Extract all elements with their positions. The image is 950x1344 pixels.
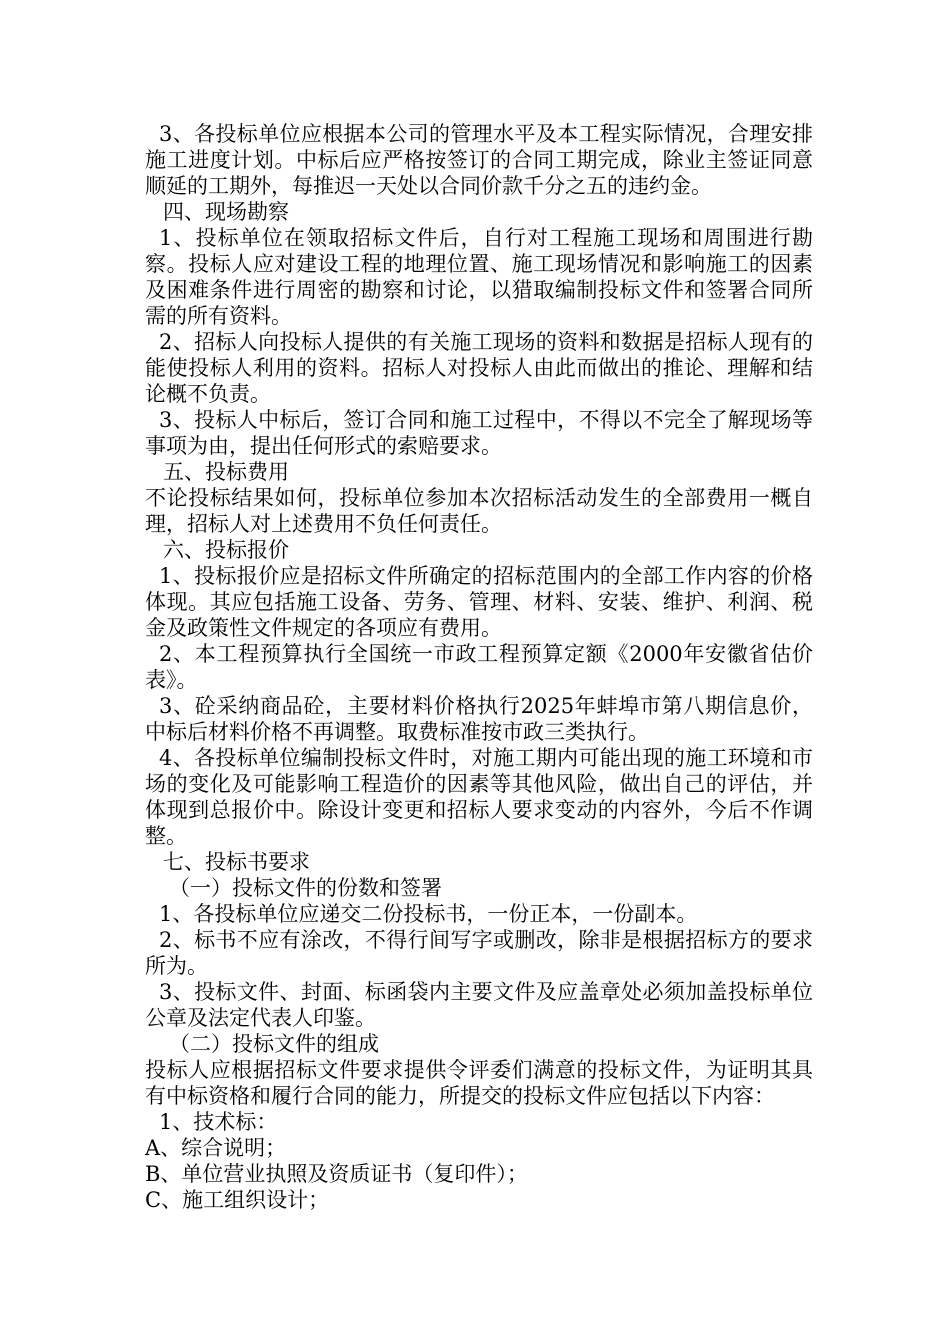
subheading-copies-signing: （一）投标文件的份数和签署 — [169, 876, 442, 900]
subheading-composition: （二）投标文件的组成 — [169, 1032, 379, 1056]
paragraph-survey-2: 2、招标人向投标人提供的有关施工现场的资料和数据是招标人现有的能使投标人利用的资料。招标人对投标人由此而做出的推论、理解和结论概不负责。 — [145, 330, 813, 406]
paragraph-copies-1: 1、各投标单位应递交二份投标书，一份正本，一份副本。 — [159, 902, 698, 926]
list-item-a: A、综合说明； — [145, 1136, 287, 1160]
list-item-technical-bid: 1、技术标： — [159, 1110, 278, 1134]
paragraph-survey-1: 1、投标单位在领取招标文件后，自行对工程施工现场和周围进行勘察。投标人应对建设工程的地理位置、施工现场情况和影响施工的因素及困难条件进行周密的勘察和讨论，以猎取编制投标文件和签署合同所需的所有资料。 — [145, 226, 813, 328]
paragraph-copies-3: 3、投标文件、封面、标函袋内主要文件及应盖章处必须加盖投标单位公章及法定代表人印鉴。 — [145, 980, 813, 1030]
section-heading-bid-price: 六、投标报价 — [163, 538, 289, 562]
paragraph-survey-3: 3、投标人中标后，签订合同和施工过程中，不得以不完全了解现场等事项为由，提出任何形式的索赔要求。 — [145, 408, 813, 458]
list-item-b: B、单位营业执照及资质证书（复印件）； — [145, 1162, 528, 1186]
paragraph-composition: 投标人应根据招标文件要求提供令评委们满意的投标文件，为证明其具有中标资格和履行合同的能力，所提交的投标文件应包括以下内容： — [145, 1058, 813, 1108]
section-heading-bid-requirements: 七、投标书要求 — [163, 850, 310, 874]
paragraph-price-1: 1、投标报价应是招标文件所确定的招标范围内的全部工作内容的价格体现。其应包括施工设备、劳务、管理、材料、安装、维护、利润、税金及政策性文件规定的各项应有费用。 — [145, 564, 813, 640]
section-heading-bid-cost: 五、投标费用 — [163, 460, 289, 484]
paragraph-copies-2: 2、标书不应有涂改，不得行间写字或删改，除非是根据招标方的要求所为。 — [145, 928, 813, 978]
paragraph-bid-cost: 不论投标结果如何，投标单位参加本次招标活动发生的全部费用一概自理，招标人对上述费用不负任何责任。 — [145, 486, 813, 536]
paragraph-price-4: 4、各投标单位编制投标文件时，对施工期内可能出现的施工环境和市场的变化及可能影响工程造价的因素等其他风险，做出自己的评估，并体现到总报价中。除设计变更和招标人要求变动的内容外，今后不作调整。 — [145, 746, 813, 848]
paragraph-price-3: 3、砼采纳商品砼，主要材料价格执行2025年蚌埠市第八期信息价，中标后材料价格不再调整。取费标准按市政三类执行。 — [145, 694, 813, 744]
paragraph-clause-3-schedule: 3、各投标单位应根据本公司的管理水平及本工程实际情况，合理安排施工进度计划。中标后应严格按签订的合同工期完成，除业主签证同意顺延的工期外，每推迟一天处以合同价款千分之五的违约金。 — [145, 122, 813, 198]
list-item-c: C、施工组织设计； — [145, 1188, 330, 1212]
document-page — [145, 121, 813, 1213]
paragraph-price-2: 2、本工程预算执行全国统一市政工程预算定额《2000年安徽省估价表》。 — [145, 642, 813, 692]
section-heading-site-survey: 四、现场勘察 — [163, 200, 289, 224]
